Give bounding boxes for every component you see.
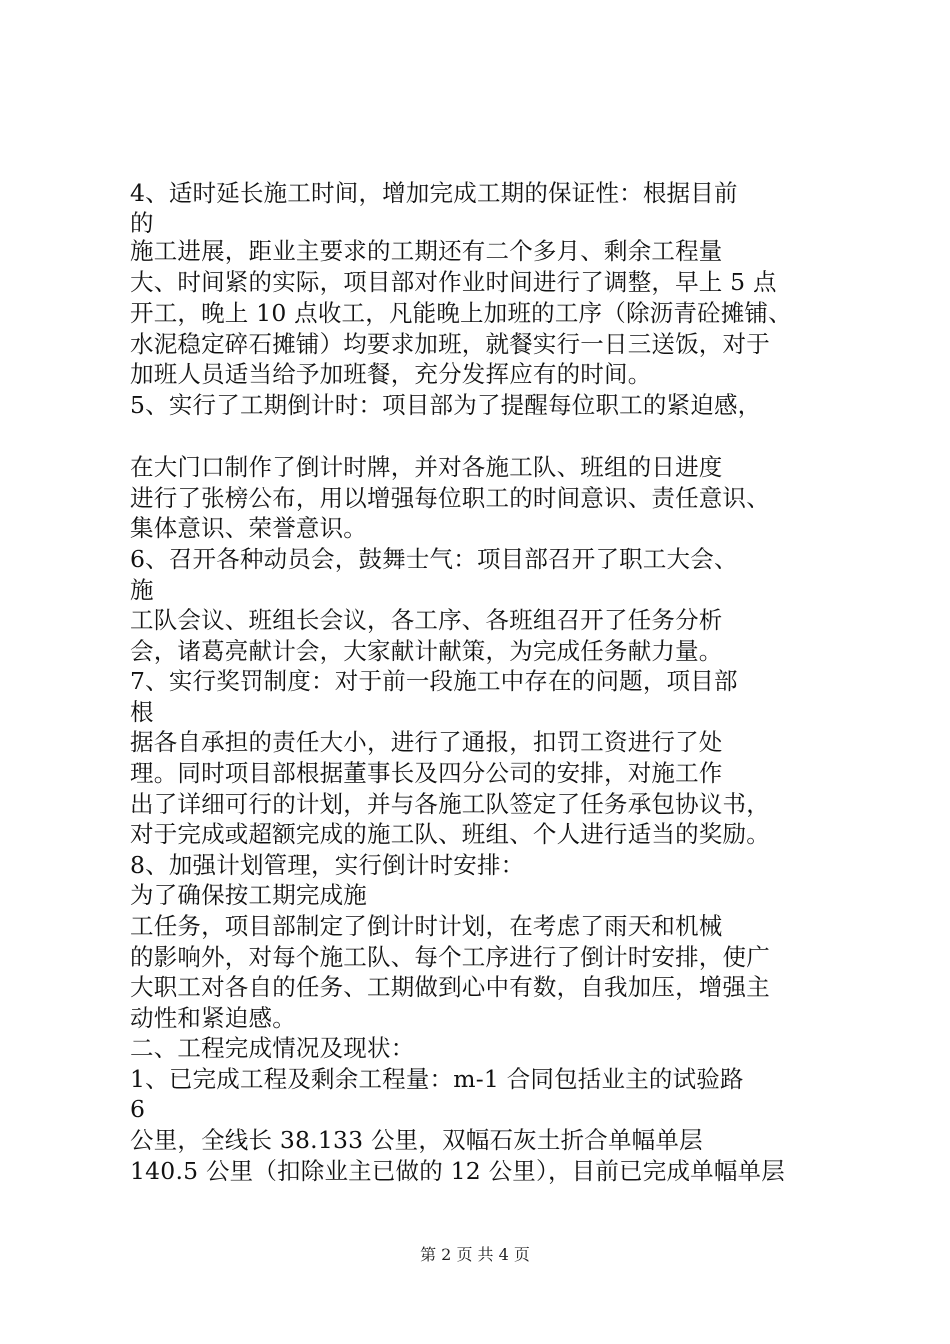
body-line: 1、已完成工程及剩余工程量：m-1 合同包括业主的试验路 <box>130 1065 744 1093</box>
body-line: 施 <box>130 576 154 604</box>
body-line: 公里，全线长 38.133 公里，双幅石灰土折合单幅单层 <box>130 1126 703 1154</box>
body-line: 进行了张榜公布，用以增强每位职工的时间意识、责任意识、 <box>130 484 770 512</box>
body-line: 开工，晚上 10 点收工，凡能晚上加班的工序（除沥青砼摊铺、 <box>130 299 792 327</box>
body-line: 4、适时延长施工时间，增加完成工期的保证性：根据目前 <box>130 179 738 207</box>
body-line: 的影响外，对每个施工队、每个工序进行了倒计时安排，使广 <box>130 943 770 971</box>
body-line: 6 <box>130 1095 146 1123</box>
body-line: 出了详细可行的计划，并与各施工队签定了任务承包协议书， <box>130 790 770 818</box>
page-number-footer: 第 2 页 共 4 页 <box>420 1245 530 1264</box>
body-line: 大、时间紧的实际，项目部对作业时间进行了调整，早上 5 点 <box>130 268 777 296</box>
body-line: 6、召开各种动员会，鼓舞士气：项目部召开了职工大会、 <box>130 545 738 573</box>
body-line: 据各自承担的责任大小，进行了通报，扣罚工资进行了处 <box>130 728 723 756</box>
body-line: 根 <box>130 698 154 726</box>
body-line: 工队会议、班组长会议，各工序、各班组召开了任务分析 <box>130 606 723 634</box>
body-line: 140.5 公里（扣除业主已做的 12 公里），目前已完成单幅单层 <box>130 1157 785 1185</box>
body-line: 会，诸葛亮献计会，大家献计献策，为完成任务献力量。 <box>130 637 723 665</box>
body-line: 加班人员适当给予加班餐，充分发挥应有的时间。 <box>130 360 652 388</box>
body-line: 8、加强计划管理，实行倒计时安排： <box>130 851 525 879</box>
body-line: 理。同时项目部根据董事长及四分公司的安排，对施工作 <box>130 759 723 787</box>
body-line: 的 <box>130 209 154 237</box>
body-line: 集体意识、荣誉意识。 <box>130 514 367 542</box>
body-line: 在大门口制作了倒计时牌，并对各施工队、班组的日进度 <box>130 453 723 481</box>
body-line: 7、实行奖罚制度：对于前一段施工中存在的问题，项目部 <box>130 667 738 695</box>
body-line: 施工进展，距业主要求的工期还有二个多月、剩余工程量 <box>130 237 723 265</box>
body-line: 为了确保按工期完成施 <box>130 881 367 909</box>
body-line: 水泥稳定碎石摊铺）均要求加班，就餐实行一日三送饭，对于 <box>130 330 770 358</box>
body-line: 对于完成或超额完成的施工队、班组、个人进行适当的奖励。 <box>130 820 770 848</box>
body-line: 工任务，项目部制定了倒计时计划，在考虑了雨天和机械 <box>130 912 723 940</box>
body-line: 动性和紧迫感。 <box>130 1004 296 1032</box>
body-line: 二、工程完成情况及现状： <box>130 1034 415 1062</box>
body-line: 大职工对各自的任务、工期做到心中有数，自我加压，增强主 <box>130 973 770 1001</box>
body-line: 5、实行了工期倒计时：项目部为了提醒每位职工的紧迫感， <box>130 391 762 419</box>
